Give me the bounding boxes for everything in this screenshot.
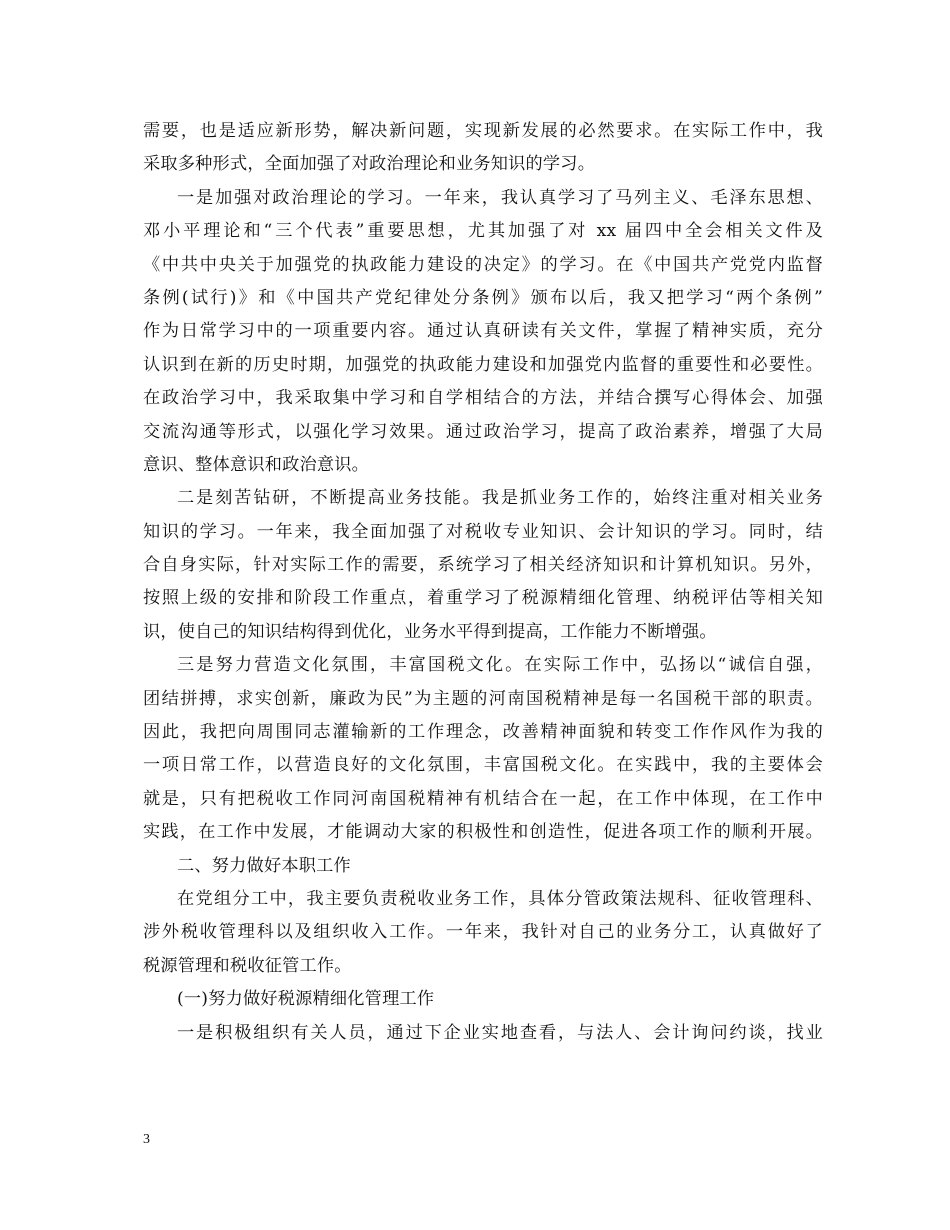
paragraph-first-line: 三是努力营造文化氛围，丰富国税文化。在实际工作中，弘扬以“诚信自强，: [177, 655, 823, 676]
text-line: 交流沟通等形式，以强化学习效果。通过政治学习，提高了政治素养，增强了大局: [143, 421, 823, 442]
text-line: 实践，在工作中发展，才能调动大家的积极性和创造性，促进各项工作的顺利开展。: [143, 822, 823, 843]
text-line: 团结拼搏，求实创新，廉政为民”为主题的河南国税精神是每一名国税干部的职责。: [143, 688, 823, 709]
text-line: 因此，我把向周围同志灌输新的工作理念，改善精神面貌和转变工作作风作为我的: [143, 722, 823, 743]
text-line: 采取多种形式，全面加强了对政治理论和业务知识的学习。: [143, 154, 596, 175]
text-line: 就是，只有把税收工作同河南国税精神有机结合在一起，在工作中体现，在工作中: [143, 788, 823, 809]
section-heading: 二、努力做好本职工作: [177, 855, 351, 876]
text-line: 一项日常工作，以营造良好的文化氛围，丰富国税文化。在实践中，我的主要体会: [143, 755, 823, 776]
text-line: 税源管理和税收征管工作。: [143, 955, 352, 976]
page-number: 3: [143, 1132, 150, 1147]
paragraph-first-line: 一是积极组织有关人员，通过下企业实地查看，与法人、会计询问约谈，找业: [177, 1022, 823, 1043]
text-line: 在政治学习中，我采取集中学习和自学相结合的方法，并结合撰写心得体会、加强: [143, 388, 823, 409]
text-line: 合自身实际，针对实际工作的需要，系统学习了相关经济知识和计算机知识。另外，: [143, 555, 823, 576]
text-line: 《中共中央关于加强党的执政能力建设的决定》的学习。在《中国共产党党内监督: [143, 254, 823, 275]
subsection-heading: (一)努力做好税源精细化管理工作: [177, 989, 435, 1010]
text-line: 需要，也是适应新形势，解决新问题，实现新发展的必然要求。在实际工作中，我: [143, 121, 823, 141]
paragraph-first-line: 一是加强对政治理论的学习。一年来，我认真学习了马列主义、毛泽东思想、: [177, 187, 823, 208]
text-line: 识，使自己的知识结构得到优化，业务水平得到提高，工作能力不断增强。: [143, 621, 717, 642]
text-line: 意识、整体意识和政治意识。: [143, 454, 370, 475]
document-body: [143, 115, 823, 1050]
text-line: 知识的学习。一年来，我全面加强了对税收专业知识、会计知识的学习。同时，结: [143, 521, 823, 542]
paragraph-first-line: 二是刻苦钻研，不断提高业务技能。我是抓业务工作的，始终注重对相关业务: [177, 488, 823, 509]
text-line: 作为日常学习中的一项重要内容。通过认真研读有关文件，掌握了精神实质，充分: [143, 321, 823, 342]
text-line: 邓小平理论和“三个代表”重要思想，尤其加强了对 xx 届四中全会相关文件及: [143, 221, 823, 242]
text-line: 按照上级的安排和阶段工作重点，着重学习了税源精细化管理、纳税评估等相关知: [143, 588, 823, 609]
text-line: 涉外税收管理科以及组织收入工作。一年来，我针对自己的业务分工，认真做好了: [143, 922, 823, 943]
text-line: 条例(试行)》和《中国共产党纪律处分条例》颁布以后，我又把学习“两个条例”: [143, 287, 823, 308]
text-line: 认识到在新的历史时期，加强党的执政能力建设和加强党内监督的重要性和必要性。: [143, 354, 823, 375]
paragraph-first-line: 在党组分工中，我主要负责税收业务工作，具体分管政策法规科、征收管理科、: [177, 888, 823, 909]
